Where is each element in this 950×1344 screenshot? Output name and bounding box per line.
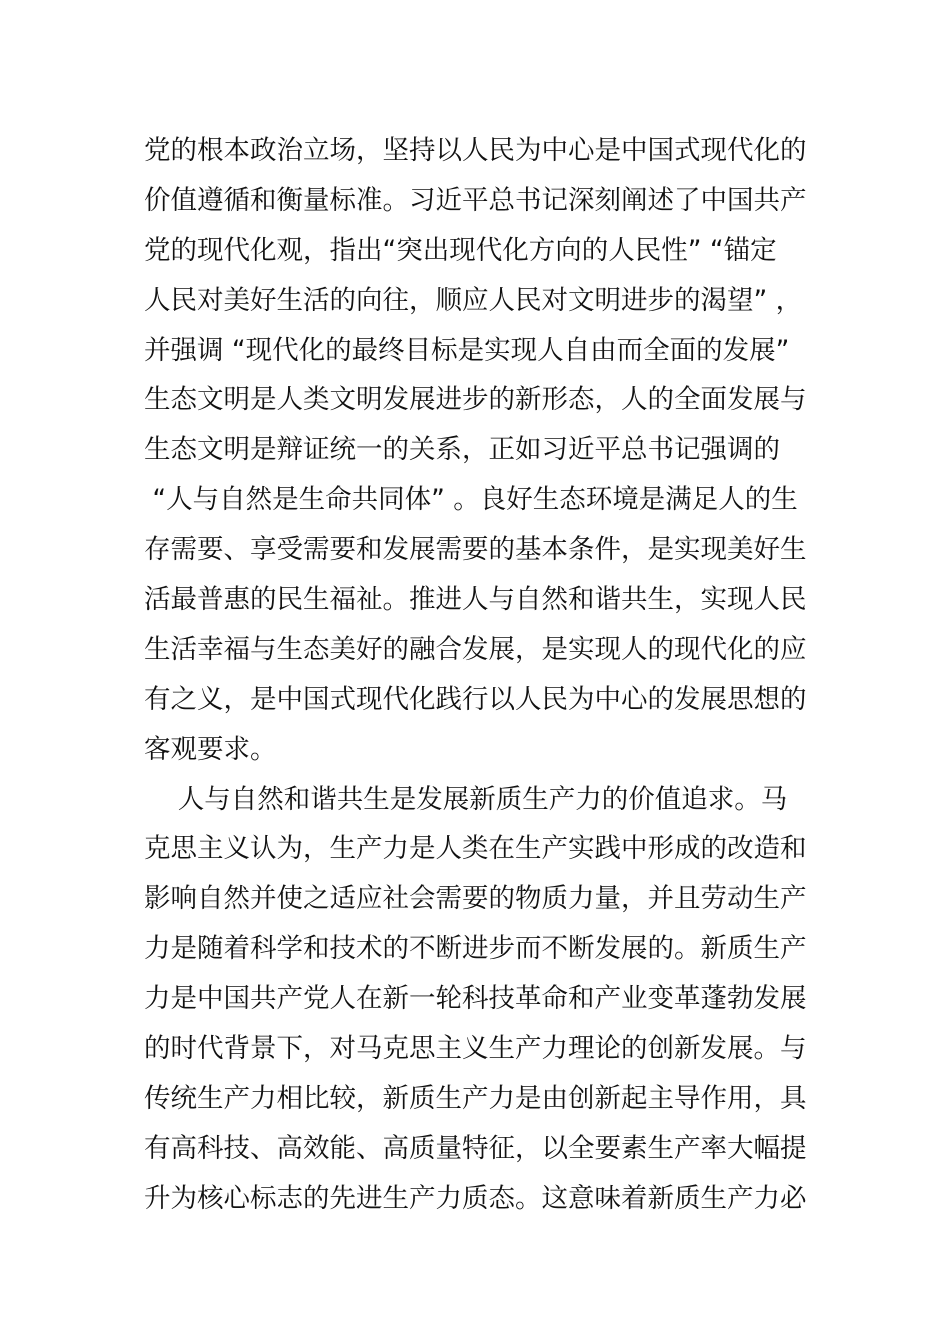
text-line: 活最普惠的民生福祉。推进人与自然和谐共生，实现人民 (144, 584, 807, 616)
text-line: 存需要、享受需要和发展需要的基本条件，是实现美好生 (144, 534, 807, 566)
text-line: 客观要求。 (144, 733, 277, 765)
text-line: 力是中国共产党人在新一轮科技革命和产业变革蓬勃发展 (144, 983, 807, 1015)
text-line: 生态文明是辩证统一的关系，正如习近平总书记强调的 (144, 434, 780, 466)
text-line: 人民对美好生活的向往，顺应人民对文明进步的渴望” ， (144, 284, 803, 316)
text-line: 升为核心标志的先进生产力质态。这意味着新质生产力必 (144, 1182, 807, 1214)
text-line: 克思主义认为，生产力是人类在生产实践中形成的改造和 (144, 833, 807, 865)
paragraph-first-line: 人与自然和谐共生是发展新质生产力的价值追求。马 (144, 783, 788, 815)
text-line: 党的根本政治立场，坚持以人民为中心是中国式现代化的 (144, 135, 807, 166)
text-line: 力是随着科学和技术的不断进步而不断发展的。新质生产 (144, 933, 807, 965)
text-line: 影响自然并使之适应社会需要的物质力量，并且劳动生产 (144, 883, 807, 915)
text-line: 传统生产力相比较，新质生产力是由创新起主导作用，具 (144, 1082, 807, 1114)
text-line: 价值遵循和衡量标准。习近平总书记深刻阐述了中国共产 (144, 184, 807, 216)
body-text (144, 126, 814, 1224)
text-line: 并强调 “现代化的最终目标是实现人自由而全面的发展” (144, 334, 790, 366)
text-line: “人与自然是生命共同体” 。良好生态环境是满足人的生 (144, 484, 798, 516)
text-line: 党的现代化观，指出“突出现代化方向的人民性” “锚定 (144, 234, 777, 266)
text-line: 有之义，是中国式现代化践行以人民为中心的发展思想的 (144, 683, 807, 715)
text-line: 的时代背景下，对马克思主义生产力理论的创新发展。与 (144, 1033, 807, 1065)
text-line: 生活幸福与生态美好的融合发展，是实现人的现代化的应 (144, 633, 807, 665)
text-line: 生态文明是人类文明发展进步的新形态，人的全面发展与 (144, 384, 807, 416)
text-line: 有高科技、高效能、高质量特征，以全要素生产率大幅提 (144, 1132, 807, 1164)
